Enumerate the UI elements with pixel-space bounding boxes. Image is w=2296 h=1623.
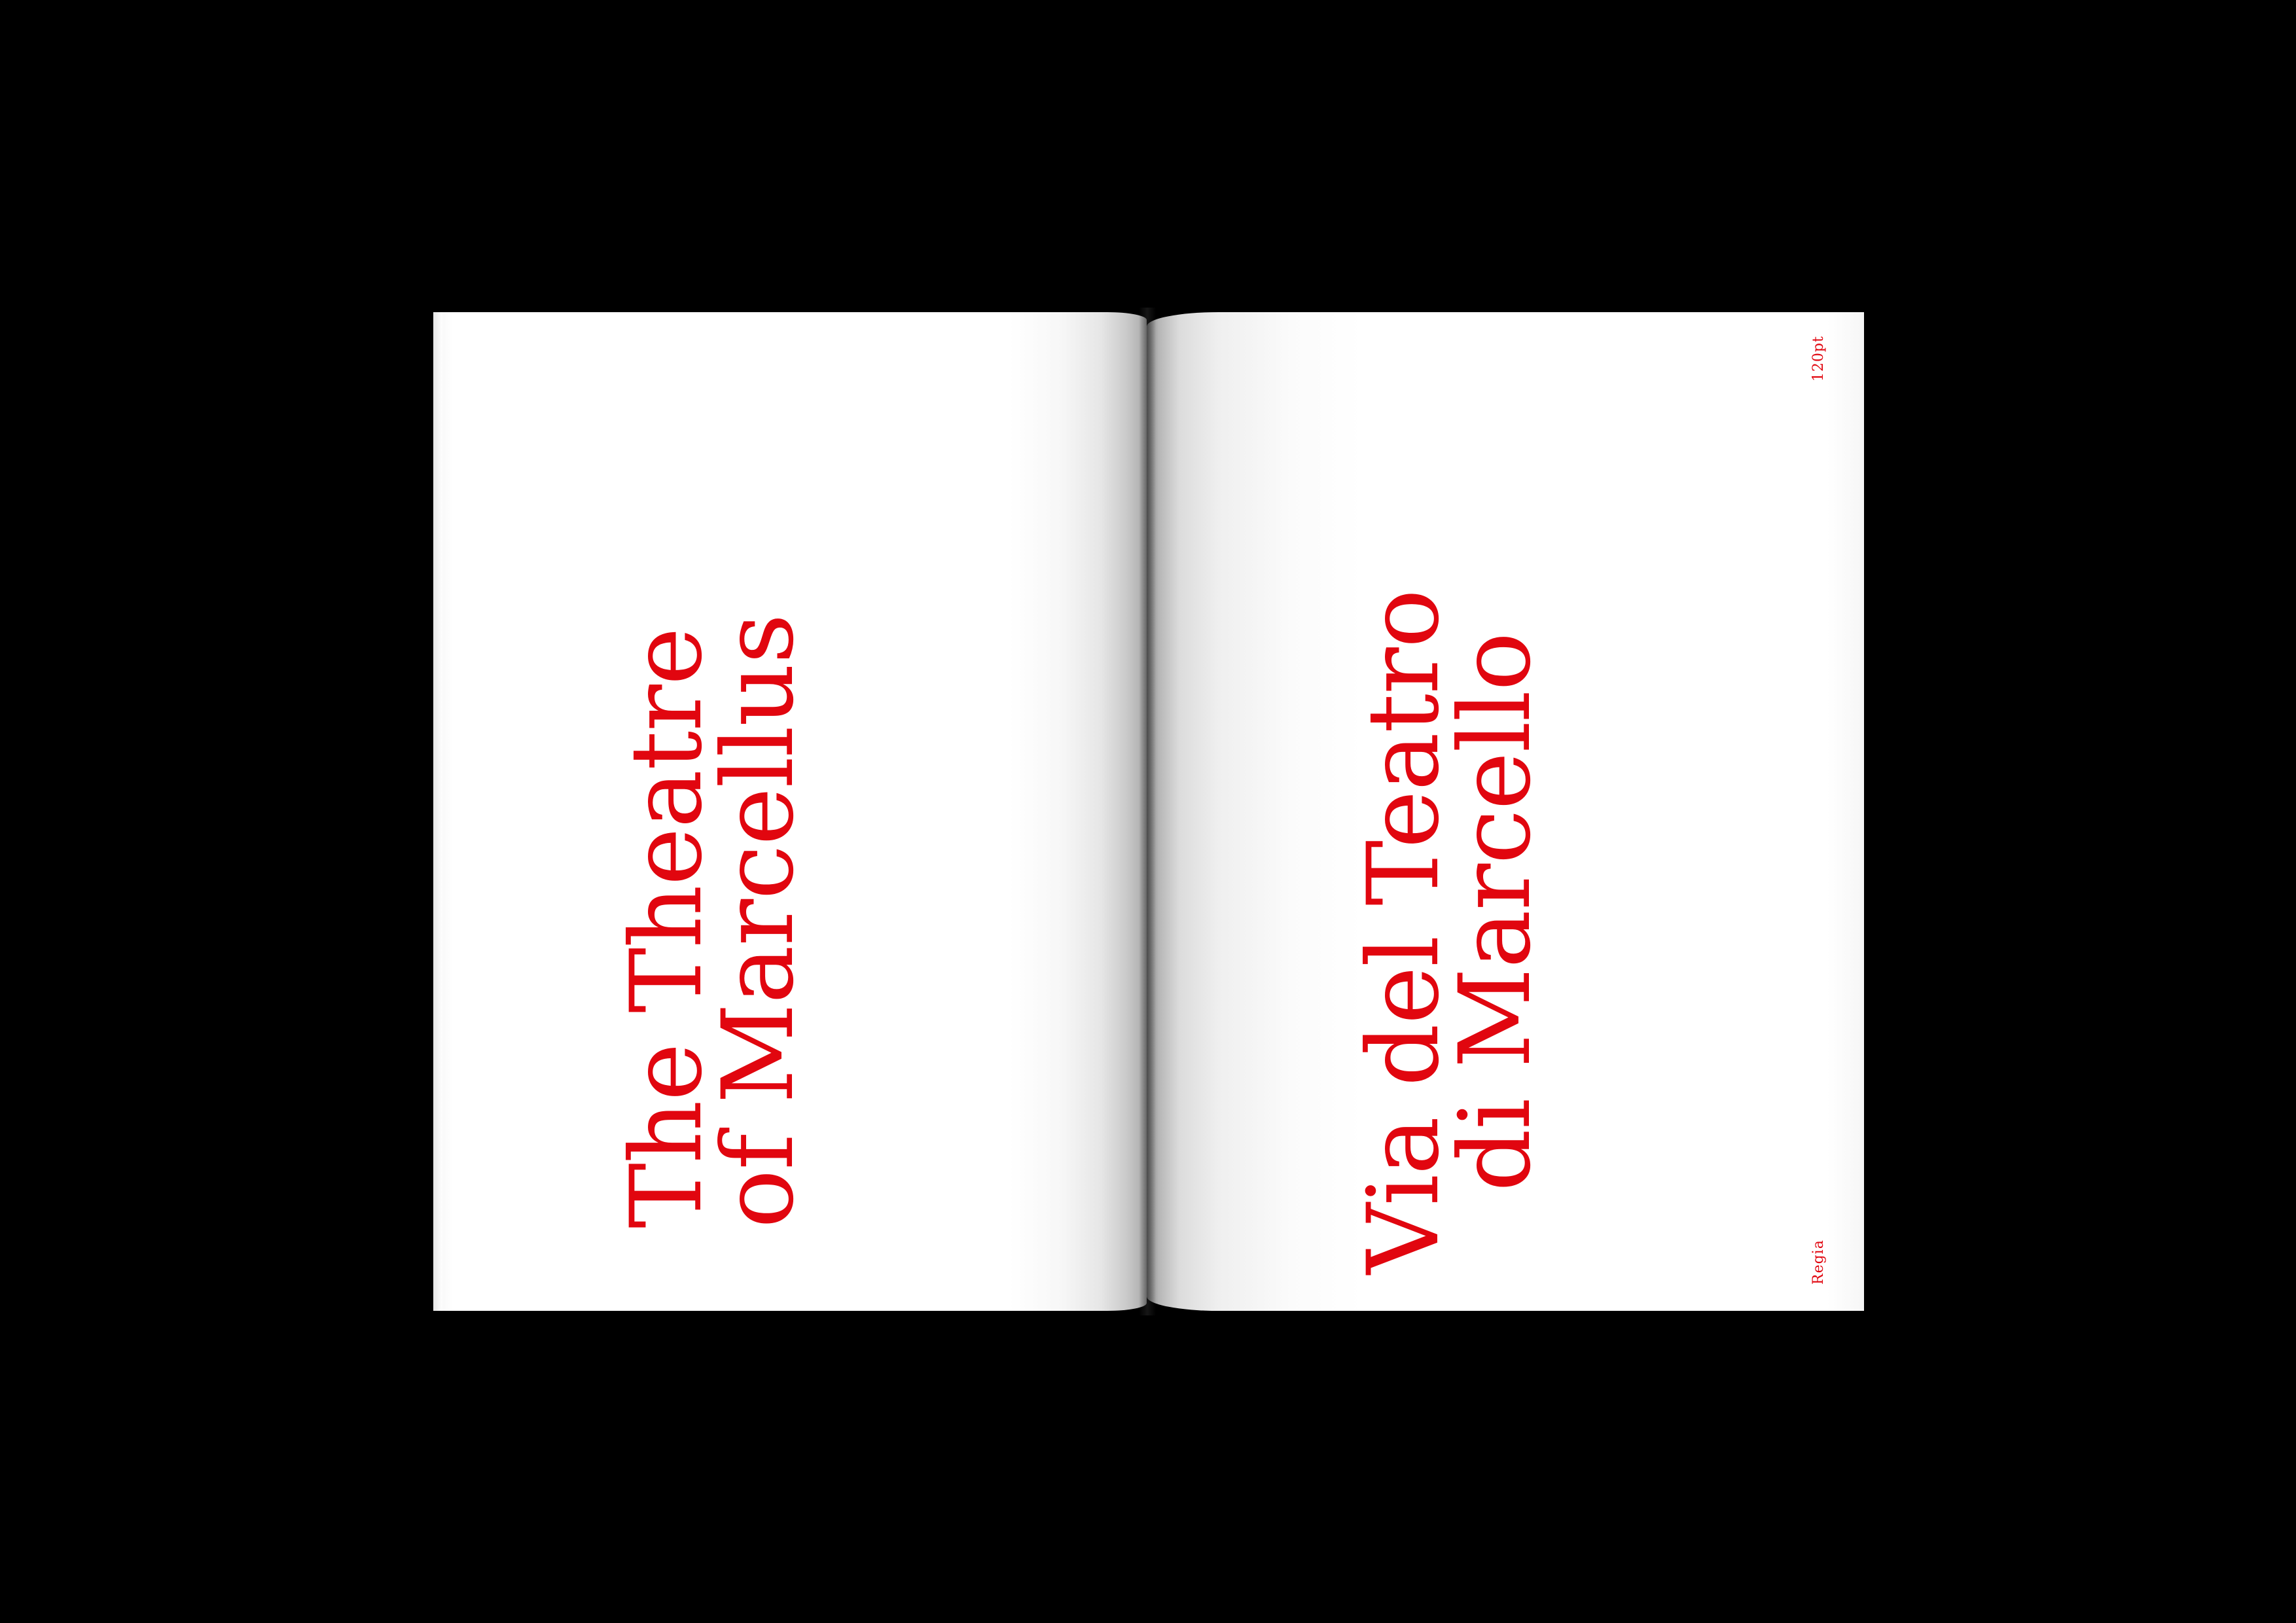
- left-headline-line-2: of Marcellus: [702, 614, 816, 1228]
- right-headline-line-2: di Marcello: [1439, 632, 1552, 1192]
- type-size-label: 120pt: [1810, 336, 1827, 382]
- spine-shadow: [1139, 308, 1156, 1315]
- right-headline-line-1: Via del Teatro: [1347, 589, 1461, 1274]
- right-page: [1147, 312, 1864, 1311]
- font-name-label: Regia: [1810, 1240, 1827, 1285]
- left-page: [433, 312, 1147, 1311]
- left-page-edge: [433, 312, 442, 1311]
- left-headline-line-1: The Theatre: [610, 628, 724, 1228]
